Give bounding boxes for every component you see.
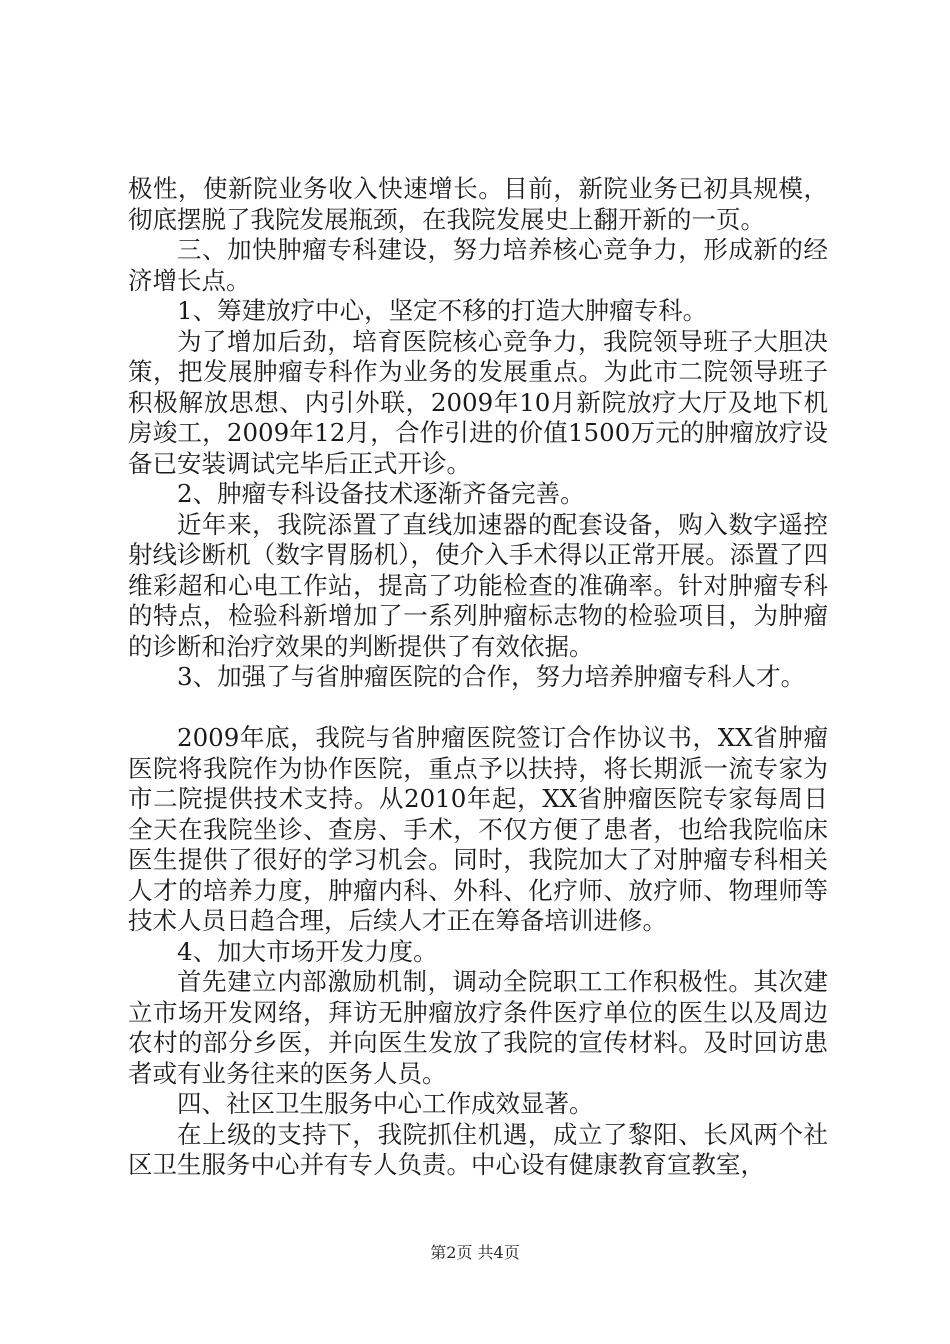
document-body <box>128 174 828 1181</box>
section-heading-4: 四、社区卫生服务中心工作成效显著。 <box>177 1089 594 1118</box>
subheading-3-1: 1、筹建放疗中心，坚定不移的打造大肿瘤专科。 <box>177 296 708 325</box>
paragraph-radiotherapy-center: 为了增加后劲，培育医院核心竞争力，我院领导班子大胆决策，把发展肿瘤专科作为业务的发展重点。为此市二院领导班子积极解放思想、内引外联，2009年10月新院放疗大厅及地下机房竣工，2009年12月，合作引进的价值1500万元的肿瘤放疗设备已安装调试完毕后正式开诊。 <box>128 326 828 478</box>
section-heading-3: 三、加快肿瘤专科建设，努力培养核心竞争力，形成新的经济增长点。 <box>128 235 828 295</box>
paragraph-cooperation: 2009年底，我院与省肿瘤医院签订合作协议书，XX省肿瘤医院将我院作为协作医院，重点予以扶持，将长期派一流专家为市二院提供技术支持。从2010年起，XX省肿瘤医院专家每周日全天在我院坐诊、查房、手术，不仅方便了患者，也给我院临床医生提供了很好的学习机会。同时，我院加大了对肿瘤专科相关人才的培养力度，肿瘤内科、外科、化疗师、放疗师、物理师等技术人员日趋合理，后续人才正在筹备培训进修。 <box>128 723 828 935</box>
paragraph-market: 首先建立内部激励机制，调动全院职工工作积极性。其次建立市场开发网络，拜访无肿瘤放疗条件医疗单位的医生以及周边农村的部分乡医，并向医生发放了我院的宣传材料。及时回访患者或有业务往来的医务人员。 <box>128 967 828 1088</box>
page-indicator: 第2页 共4页 <box>430 1243 520 1262</box>
paragraph-equipment: 近年来，我院添置了直线加速器的配套设备，购入数字遥控射线诊断机（数字胃肠机），使介入手术得以正常开展。添置了四维彩超和心电工作站，提高了功能检查的准确率。针对肿瘤专科的特点，检验科新增加了一系列肿瘤标志物的检验项目，为肿瘤的诊断和治疗效果的判断提供了有效依据。 <box>128 509 828 661</box>
subheading-3-3: 3、加强了与省肿瘤医院的合作，努力培养肿瘤专科人才。 <box>177 662 806 691</box>
subheading-3-4: 4、加大市场开发力度。 <box>177 936 438 966</box>
subheading-3-2: 2、肿瘤专科设备技术逐渐齐备完善。 <box>177 479 585 508</box>
paragraph-community-center: 在上级的支持下，我院抓住机遇，成立了黎阳、长风两个社区卫生服务中心并有专人负责。中心设有健康教育宣教室， <box>128 1119 828 1179</box>
paragraph-continuation: 极性，使新院业务收入快速增长。目前，新院业务已初具规模，彻底摆脱了我院发展瓶颈，在我院发展史上翻开新的一页。 <box>128 174 828 234</box>
